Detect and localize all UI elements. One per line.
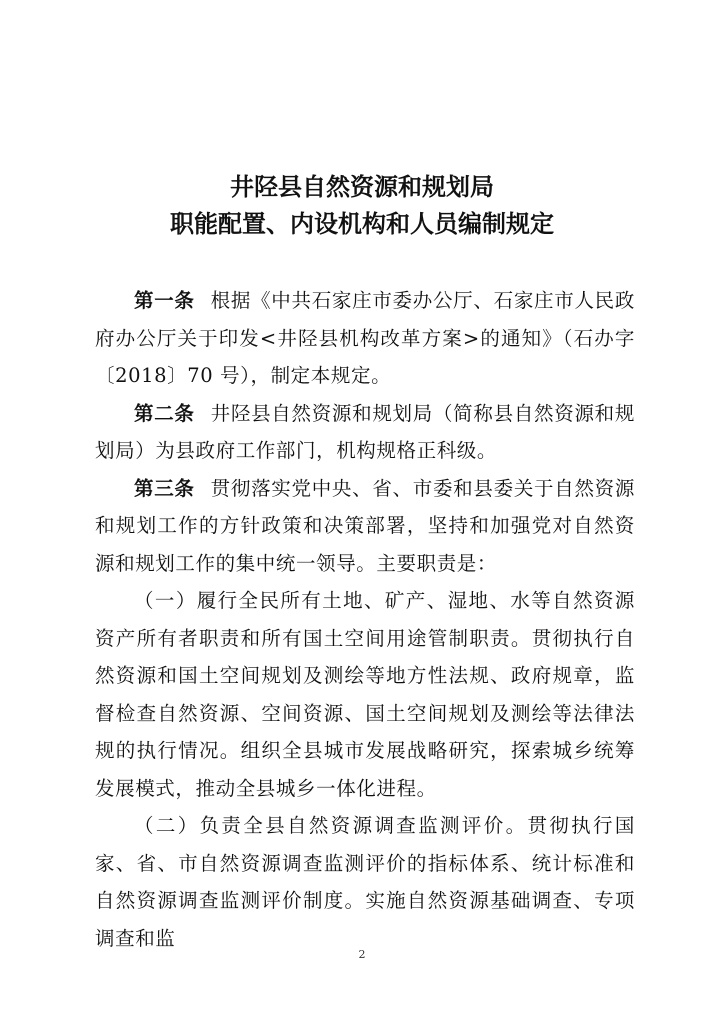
document-body — [95, 282, 635, 957]
article-2-label: 第二条 — [134, 401, 195, 425]
document-title-line-2: 职能配置、内设机构和人员编制规定 — [170, 209, 554, 238]
article-3-text: 贯彻落实党中央、省、市委和县委关于自然资源和规划工作的方针政策和决策部署，坚持和加强党对自然资源和规划工作的集中统一领导。主要职责是： — [95, 476, 635, 575]
document-title-line-1: 井陉县自然资源和规划局 — [230, 172, 494, 201]
duty-1-text: （一）履行全民所有土地、矿产、湿地、水等自然资源资产所有者职责和所有国土空间用途管制职责。贯彻执行自然资源和国土空间规划及测绘等地方性法规、政府规章，监督检查自然资源、空间资源、国土空间规划及测绘等法律法规的执行情况。组织全县城市发展战略研究，探索城乡统筹发展模式，推动全县城乡一体化进程。 — [95, 589, 635, 800]
article-1-label: 第一条 — [134, 289, 195, 312]
page-number: 2 — [358, 948, 366, 961]
duty-2-text: （二）负责全县自然资源调查监测评价。贯彻执行国家、省、市自然资源调查监测评价的指标体系、统计标准和自然资源调查监测评价制度。实施自然资源基础调查、专项调查和监 — [95, 814, 635, 950]
article-2-text: 井陉县自然资源和规划局（简称县自然资源和规划局）为县政府工作部门，机构规格正科级。 — [95, 401, 635, 462]
article-3-paragraph — [95, 470, 635, 583]
duty-2-paragraph — [95, 807, 635, 957]
article-3-label: 第三条 — [134, 476, 195, 500]
article-2-paragraph — [95, 395, 635, 470]
article-1-text: 根据《中共石家庄市委办公厅、石家庄市人民政府办公厅关于印发<井陉县机构改革方案>的通知》（石办字〔2018〕70 号），制定本规定。 — [95, 289, 635, 387]
duty-1-paragraph — [95, 582, 635, 807]
article-1-paragraph — [95, 282, 635, 395]
